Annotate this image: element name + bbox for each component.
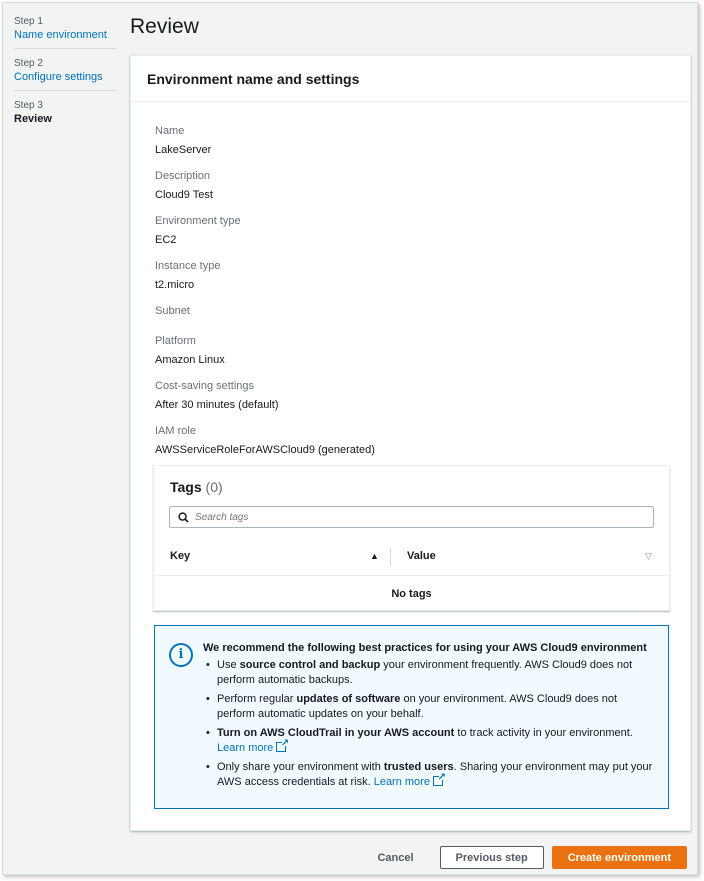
list-item: [217, 760, 657, 790]
link-text: Learn more: [217, 742, 274, 754]
best-practices-alert: [154, 625, 669, 809]
settings-list: [155, 124, 675, 469]
step-2: [14, 53, 116, 91]
column-divider: [390, 548, 391, 566]
create-environment-button[interactable]: Create environment: [552, 846, 687, 869]
field-label: Platform: [155, 335, 196, 347]
field-instance-type: [155, 259, 675, 304]
tags-table: [153, 465, 670, 611]
step-3: [14, 95, 116, 132]
panel-header: [131, 56, 690, 102]
learn-more-link[interactable]: [374, 776, 443, 788]
field-value: Amazon Linux: [155, 354, 225, 366]
list-item: [217, 658, 657, 688]
alert-list: [217, 658, 657, 794]
field-value: AWSServiceRoleForAWSCloud9 (generated): [155, 444, 375, 456]
column-header-key[interactable]: Key: [170, 550, 191, 562]
cancel-button[interactable]: Cancel: [377, 851, 414, 864]
search-icon: [178, 512, 189, 523]
alert-title: We recommend the following best practices for using your AWS Cloud9 environment: [203, 642, 647, 654]
panel-title: Environment name and settings: [147, 71, 360, 87]
step-current-review: Review: [14, 113, 52, 125]
info-icon: i: [169, 643, 193, 667]
tags-heading: [170, 479, 223, 495]
field-name: [155, 124, 675, 169]
external-link-icon: [276, 742, 286, 752]
field-label: Cost-saving settings: [155, 380, 255, 392]
field-environment-type: [155, 214, 675, 259]
item-text: Perform regular: [217, 693, 297, 705]
wizard-steps-nav: [14, 11, 116, 136]
field-iam-role: [155, 424, 675, 469]
item-bold: updates of software: [296, 693, 401, 705]
tags-table-header: [154, 538, 669, 576]
field-cost-saving: [155, 379, 675, 424]
item-text: . Sharing your environment may put your AWS access credentials at risk.: [217, 761, 653, 788]
tags-title: Tags: [170, 479, 202, 495]
field-value: t2.micro: [155, 279, 195, 291]
field-value: EC2: [155, 234, 177, 246]
learn-more-link[interactable]: [217, 742, 286, 754]
previous-step-button[interactable]: Previous step: [440, 846, 544, 869]
sort-ascending-icon[interactable]: ▲: [370, 551, 379, 561]
tags-count: (0): [205, 479, 223, 495]
step-link-configure-settings[interactable]: Configure settings: [14, 71, 103, 83]
item-text: Use: [217, 659, 240, 671]
item-text: Only share your environment with: [217, 761, 384, 773]
field-value: LakeServer: [155, 144, 212, 156]
field-label: Subnet: [155, 305, 190, 317]
list-item: [217, 726, 657, 756]
empty-state: No tags: [391, 588, 432, 600]
field-label: Name: [155, 125, 185, 137]
item-bold: Turn on AWS CloudTrail in your AWS account: [217, 727, 455, 739]
field-label: IAM role: [155, 425, 196, 437]
step-number: Step 3: [14, 100, 43, 111]
settings-panel: [130, 55, 691, 831]
field-description: [155, 169, 675, 214]
item-text: to track activity in your environment.: [454, 727, 633, 739]
step-1: [14, 11, 116, 49]
item-bold: source control and backup: [239, 659, 381, 671]
search-tags-box[interactable]: [169, 506, 654, 528]
field-subnet: [155, 304, 675, 334]
wizard-frame: [2, 2, 698, 875]
item-text: your environment frequently. AWS Cloud9 does not perform automatic backups.: [217, 659, 633, 686]
item-bold: trusted users: [383, 761, 454, 773]
external-link-icon: [433, 776, 443, 786]
field-value: After 30 minutes (default): [155, 399, 279, 411]
column-header-value[interactable]: Value: [407, 550, 436, 562]
field-label: Environment type: [155, 215, 241, 227]
list-item: [217, 692, 657, 722]
search-tags-input[interactable]: [195, 512, 635, 523]
link-text: Learn more: [373, 776, 430, 788]
page-title: Review: [130, 15, 199, 38]
field-platform: [155, 334, 675, 379]
step-number: Step 1: [14, 16, 43, 27]
step-number: Step 2: [14, 58, 43, 69]
field-label: Instance type: [155, 260, 221, 272]
field-value: Cloud9 Test: [155, 189, 213, 201]
sort-descending-icon[interactable]: ▽: [645, 551, 652, 561]
step-link-name-environment[interactable]: Name environment: [14, 29, 107, 41]
wizard-footer: [377, 846, 687, 869]
item-text: on your environment. AWS Cloud9 does not perform automatic updates on your behalf.: [217, 693, 618, 720]
field-label: Description: [155, 170, 211, 182]
